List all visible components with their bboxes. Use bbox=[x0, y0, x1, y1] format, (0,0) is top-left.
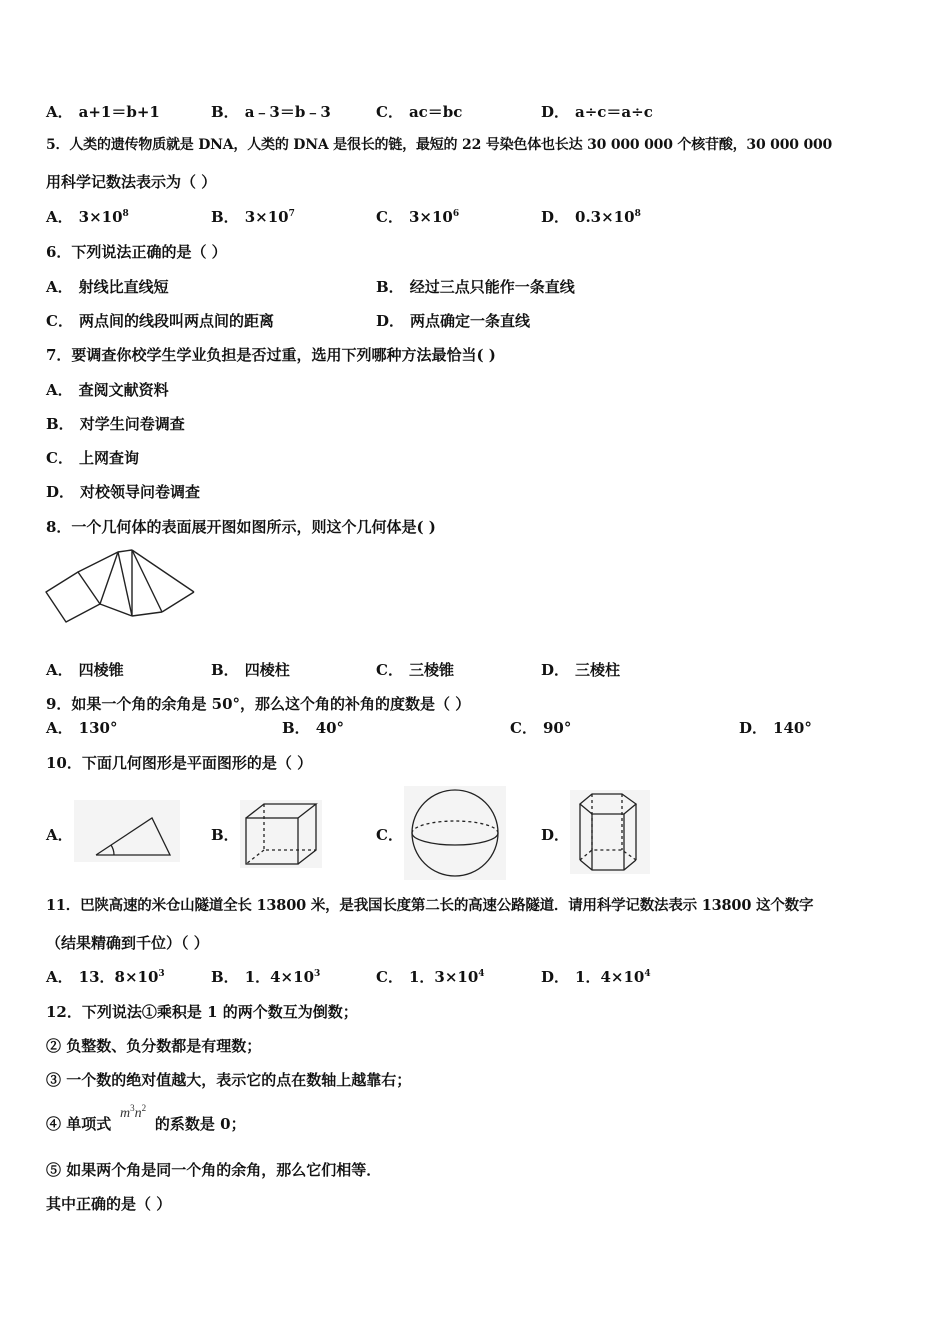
option-label: D． bbox=[739, 719, 768, 737]
option-exponent: 4 bbox=[644, 969, 651, 979]
q5-option-c bbox=[376, 207, 459, 227]
option-text: 对学生问卷调查 bbox=[79, 415, 185, 433]
option-text: 140° bbox=[773, 719, 812, 737]
option-text: 两点间的线段叫两点间的距离 bbox=[78, 312, 274, 330]
monomial-n: n bbox=[134, 1106, 142, 1121]
net-edge bbox=[118, 550, 132, 552]
net-edge bbox=[132, 550, 194, 592]
option-label: B． bbox=[211, 103, 239, 121]
q6-option-d bbox=[376, 311, 530, 331]
q8-option-a bbox=[46, 660, 124, 680]
q6-option-a bbox=[46, 277, 169, 297]
monomial-expression bbox=[120, 1104, 146, 1124]
option-text: 90° bbox=[542, 719, 572, 737]
option-label: B． bbox=[282, 719, 310, 737]
option-text: 对校领导问卷调查 bbox=[80, 483, 201, 501]
q12-statement-3: ③ 一个数的绝对值越大，表示它的点在数轴上越靠右； bbox=[46, 1071, 412, 1089]
option-label: D． bbox=[541, 208, 570, 226]
option-base: 3×10 bbox=[408, 208, 453, 226]
option-text: 三棱锥 bbox=[408, 661, 454, 679]
q10-angle-figure bbox=[74, 800, 180, 862]
q7-stem: 7．要调查你校学生学业负担是否过重，选用下列哪种方法最恰当( ) bbox=[46, 346, 496, 364]
option-label: A． bbox=[46, 278, 73, 296]
option-label: D． bbox=[541, 103, 570, 121]
option-label: B． bbox=[376, 278, 404, 296]
option-base: 0.3×10 bbox=[575, 208, 635, 226]
q10-cube-figure bbox=[240, 800, 322, 868]
option-label: C． bbox=[46, 312, 73, 330]
option-text: 三棱柱 bbox=[575, 661, 621, 679]
q10-label-b: B． bbox=[211, 826, 239, 844]
option-label: B． bbox=[46, 415, 74, 433]
q10-sphere-figure bbox=[404, 786, 506, 880]
q8-net-figure bbox=[44, 546, 196, 626]
q12-stem: 其中正确的是（ ） bbox=[46, 1195, 172, 1213]
q4-option-c bbox=[376, 102, 462, 122]
net-square-left bbox=[46, 572, 100, 622]
option-text: a÷c＝a÷c bbox=[575, 103, 653, 121]
option-label: D． bbox=[376, 312, 405, 330]
q5-option-d bbox=[541, 207, 641, 227]
option-base: 3×10 bbox=[244, 208, 289, 226]
option-label: C． bbox=[376, 208, 403, 226]
option-text: 130° bbox=[78, 719, 118, 737]
q9-stem: 9．如果一个角的余角是 50°，那么这个角的补角的度数是（ ） bbox=[46, 695, 471, 713]
q4-option-a bbox=[46, 102, 160, 122]
option-text: 射线比直线短 bbox=[78, 278, 169, 296]
net-edge bbox=[132, 612, 162, 616]
option-text: 上网查询 bbox=[78, 449, 139, 467]
q8-option-c bbox=[376, 660, 454, 680]
option-base: 3×10 bbox=[78, 208, 123, 226]
q8-stem: 8．一个几何体的表面展开图如图所示，则这个几何体是( ) bbox=[46, 518, 436, 536]
option-exponent: 3 bbox=[314, 969, 321, 979]
statement-4-suffix: 的系数是 0； bbox=[154, 1115, 246, 1133]
option-label: B． bbox=[211, 208, 239, 226]
option-label: D． bbox=[541, 661, 570, 679]
q6-option-c bbox=[46, 311, 274, 331]
option-exponent: 8 bbox=[122, 209, 129, 219]
option-label: D． bbox=[46, 483, 75, 501]
q12-statement-4 bbox=[46, 1103, 246, 1136]
option-label: C． bbox=[376, 968, 403, 986]
option-base: 1．4×10 bbox=[575, 968, 645, 986]
option-label: C． bbox=[376, 661, 403, 679]
option-text: 四棱锥 bbox=[78, 661, 124, 679]
option-label: D． bbox=[541, 968, 570, 986]
q9-option-d bbox=[739, 718, 812, 738]
q7-option-d bbox=[46, 482, 200, 502]
q12-statement-1: 12．下列说法①乘积是 1 的两个数互为倒数； bbox=[46, 1003, 358, 1021]
monomial-n-exponent: 2 bbox=[141, 1103, 147, 1113]
q12-statement-5: ⑤ 如果两个角是同一个角的余角，那么它们相等． bbox=[46, 1161, 382, 1179]
option-text: 40° bbox=[315, 719, 345, 737]
q6-stem: 6．下列说法正确的是（ ） bbox=[46, 243, 227, 261]
net-triangle-edges bbox=[78, 552, 118, 604]
option-base: 1．3×10 bbox=[408, 968, 479, 986]
statement-4-prefix: ④ 单项式 bbox=[46, 1115, 112, 1133]
q11-stem-line1: 11．巴陕高速的米仓山隧道全长 13800 米，是我国长度第二长的高速公路隧道．请用科学记数法表示 13800 这个数字 bbox=[46, 897, 814, 914]
q7-option-a bbox=[46, 380, 169, 400]
net-edge bbox=[118, 552, 132, 616]
option-text: 四棱柱 bbox=[244, 661, 290, 679]
monomial-m-exponent: 3 bbox=[130, 1103, 135, 1113]
q9-option-c bbox=[510, 718, 571, 738]
q10-label-d: D． bbox=[541, 826, 570, 844]
option-label: A． bbox=[46, 968, 73, 986]
option-label: C． bbox=[510, 719, 537, 737]
q11-option-d bbox=[541, 967, 651, 987]
option-text: ac＝bc bbox=[408, 103, 463, 121]
q6-option-b bbox=[376, 277, 575, 297]
q10-stem: 10．下面几何图形是平面图形的是（ ） bbox=[46, 754, 313, 772]
option-label: A． bbox=[46, 208, 73, 226]
q5-option-b bbox=[211, 207, 295, 227]
option-exponent: 4 bbox=[478, 969, 485, 979]
q5-option-a bbox=[46, 207, 129, 227]
q8-option-d bbox=[541, 660, 620, 680]
option-text: a+1＝b+1 bbox=[78, 103, 160, 121]
option-exponent: 7 bbox=[288, 209, 295, 219]
option-label: B． bbox=[211, 968, 239, 986]
option-exponent: 3 bbox=[158, 969, 165, 979]
q9-option-a bbox=[46, 718, 117, 738]
q9-option-b bbox=[282, 718, 344, 738]
net-edge bbox=[132, 550, 162, 612]
q11-option-c bbox=[376, 967, 485, 987]
q12-statement-2: ② 负整数、负分数都是有理数； bbox=[46, 1037, 262, 1055]
option-label: B． bbox=[211, 661, 239, 679]
q5-stem-line1: 5．人类的遗传物质就是 DNA，人类的 DNA 是很长的链，最短的 22 号染色体也长达 30 000 000 个核苷酸，30 000 000 bbox=[46, 137, 833, 153]
monomial-m: m bbox=[120, 1106, 131, 1121]
q7-option-c bbox=[46, 448, 139, 468]
option-label: C． bbox=[376, 103, 403, 121]
q4-option-d bbox=[541, 102, 653, 122]
option-label: A． bbox=[46, 103, 73, 121]
net-edge bbox=[100, 604, 132, 616]
option-base: 1．4×10 bbox=[244, 968, 315, 986]
q11-option-b bbox=[211, 967, 320, 987]
option-base: 13．8×10 bbox=[78, 968, 159, 986]
net-edge bbox=[162, 592, 194, 612]
q4-option-b bbox=[211, 102, 331, 122]
option-label: A． bbox=[46, 661, 73, 679]
option-label: C． bbox=[46, 449, 73, 467]
q7-option-b bbox=[46, 414, 185, 434]
q8-option-b bbox=[211, 660, 290, 680]
q11-option-a bbox=[46, 967, 165, 987]
q10-hexagonal-prism-figure bbox=[570, 790, 650, 874]
option-text: a﹣3＝b﹣3 bbox=[244, 103, 331, 121]
q5-stem-line2: 用科学记数法表示为（ ） bbox=[46, 173, 217, 191]
option-exponent: 6 bbox=[452, 209, 460, 219]
q10-label-c: C． bbox=[376, 826, 403, 844]
option-text: 两点确定一条直线 bbox=[410, 312, 531, 330]
option-label: A． bbox=[46, 719, 73, 737]
q10-label-a: A． bbox=[46, 826, 73, 844]
option-exponent: 8 bbox=[634, 209, 641, 219]
q11-stem-line2: （结果精确到千位）（ ） bbox=[46, 934, 209, 952]
option-text: 查阅文献资料 bbox=[78, 381, 169, 399]
option-text: 经过三点只能作一条直线 bbox=[409, 278, 575, 296]
option-label: A． bbox=[46, 381, 73, 399]
